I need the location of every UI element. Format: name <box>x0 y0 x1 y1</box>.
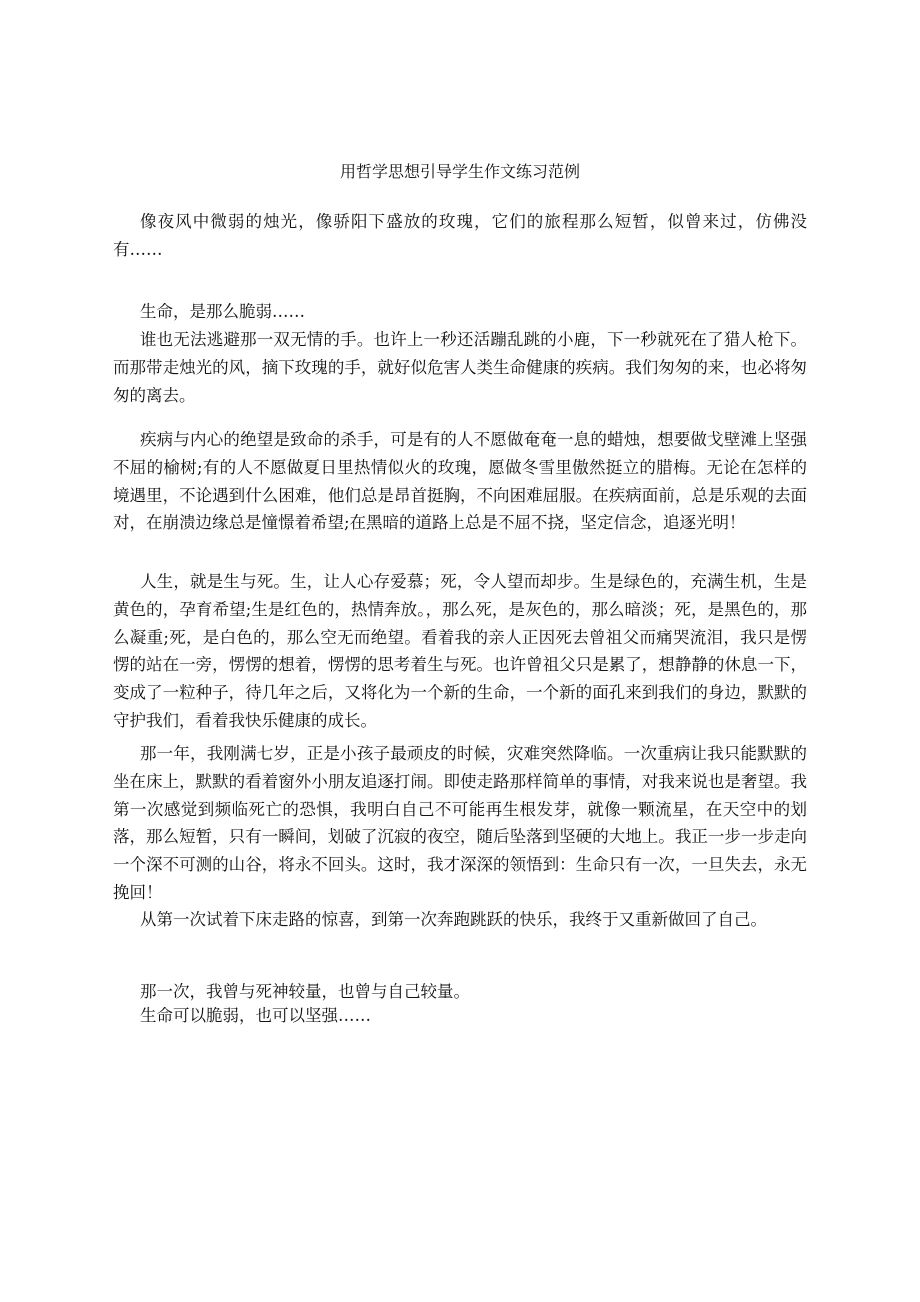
paragraph-conclusion: 生命可以脆弱，也可以坚强…… <box>140 1006 371 1025</box>
paragraph-disease: 疾病与内心的绝望是致命的杀手，可是有的人不愿做奄奄一息的蜡烛，想要做戈壁滩上坚强不屈的榆树;有的人不愿做夏日里热情似火的玫瑰，愿做冬雪里傲然挺立的腊梅。无论在怎样的境遇里，不论遇到什么困难，他们总是昂首挺胸，不向困难屈服。在疾病面前，总是乐观的去面对，在崩溃边缘总是憧憬着希望;在黑暗的道路上总是不屈不挠，坚定信念，追逐光明！ <box>113 430 807 533</box>
paragraph-hand: 谁也无法逃避那一双无情的手。也许上一秒还活蹦乱跳的小鹿，下一秒就死在了猎人枪下。而那带走烛光的风，摘下玫瑰的手，就好似危害人类生命健康的疾病。我们匆匆的来，也必将匆匆的离去。 <box>113 330 807 405</box>
document-title: 用哲学思想引导学生作文练习范例 <box>339 162 580 181</box>
paragraph-that-year: 那一年，我刚满七岁，正是小孩子最顽皮的时候，灾难突然降临。一次重病让我只能默默的坐在床上，默默的看着窗外小朋友追逐打闹。即使走路那样简单的事情，对我来说也是奢望。我第一次感觉到频临死亡的恐惧，我明白自己不可能再生根发芽，就像一颗流星，在天空中的划落，那么短暂，只有一瞬间，划破了沉寂的夜空，随后坠落到坚硬的大地上。我正一步一步走向一个深不可测的山谷，将永不回头。这时，我才深深的领悟到：生命只有一次，一旦失去，永无挽回！ <box>113 744 807 902</box>
paragraph-first-step: 从第一次试着下床走路的惊喜，到第一次奔跑跳跃的快乐，我终于又重新做回了自己。 <box>140 910 767 929</box>
paragraph-fragile: 生命，是那么脆弱…… <box>140 302 305 321</box>
paragraph-intro: 像夜风中微弱的烛光，像骄阳下盛放的玫瑰，它们的旅程那么短暂，似曾来过，仿佛没有…… <box>113 212 807 259</box>
paragraph-life-death: 人生，就是生与死。生，让人心存爱慕；死，令人望而却步。生是绿色的，充满生机，生是黄色的，孕育希望;生是红色的，热情奔放。，那么死，是灰色的，那么暗淡；死，是黑色的，那么凝重;死，是白色的，那么空无而绝望。看着我的亲人正因死去曾祖父而痛哭流泪，我只是愣愣的站在一旁，愣愣的想着，愣愣的思考着生与死。也许曾祖父只是累了，想静静的休息一下，变成了一粒种子，待几年之后，又将化为一个新的生命，一个新的面孔来到我们的身边，默默的守护我们，看着我快乐健康的成长。 <box>113 572 807 730</box>
paragraph-contest: 那一次，我曾与死神较量，也曾与自己较量。 <box>140 982 470 1001</box>
